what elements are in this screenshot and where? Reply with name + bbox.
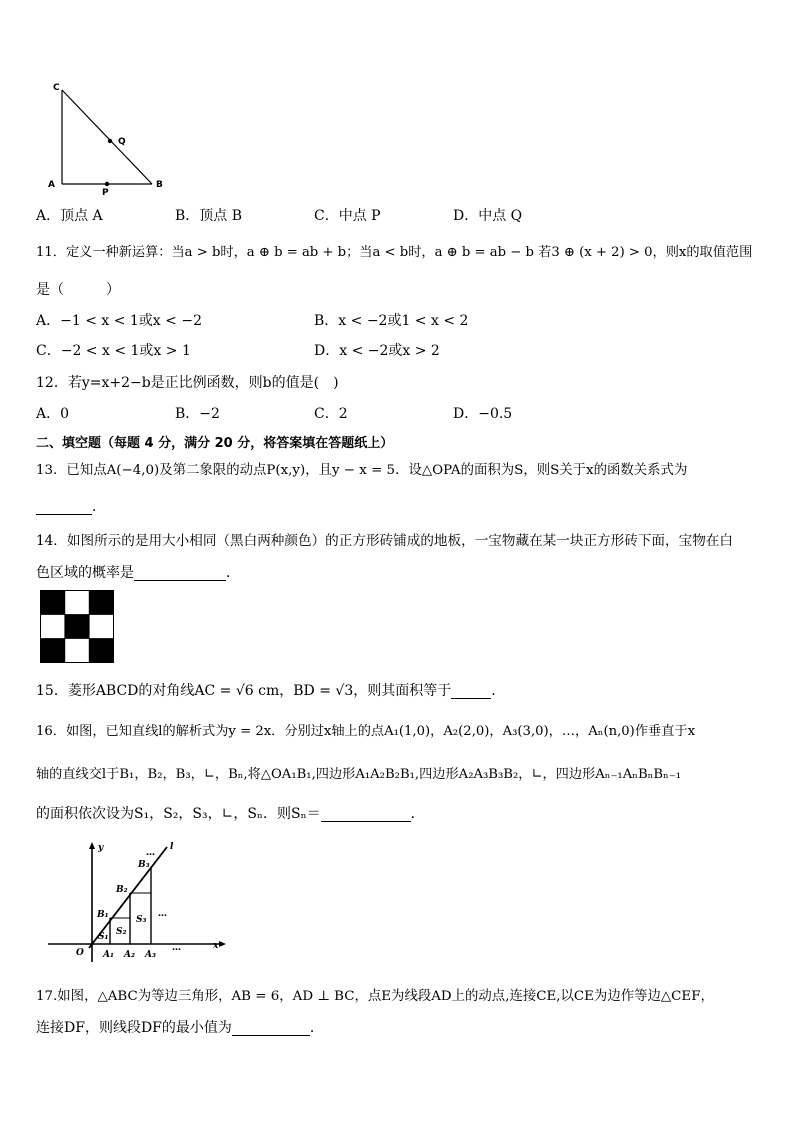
label-s1: S₁	[98, 932, 109, 942]
checkerboard-figure	[40, 590, 116, 664]
q14-stem-line2: 色区域的概率是 ．	[36, 565, 240, 581]
label-dots-axis: …	[172, 943, 181, 953]
black-tile	[89, 639, 113, 663]
label-a2: A₂	[124, 950, 135, 960]
q13-stem-line2: ．	[36, 499, 106, 515]
q10-option-d: D．中点 Q	[453, 208, 523, 224]
q11-option-a: A．−1 < x < 1或x < −2	[36, 313, 202, 329]
point-q	[108, 139, 112, 143]
q11-option-b: B．x < −2或1 < x < 2	[314, 313, 469, 329]
q16-stem-line2: 轴的直线交l于B₁，B₂，B₃，∟，Bₙ,将△OA₁B₁,四边形A₁A₂B₂B₁,四边形A₂A₃B₃B₂，∟，四边形Aₙ₋₁AₙBₙBₙ₋₁	[36, 767, 681, 782]
q11-stem-line1: 11．定义一种新运算：当a > b时，a ⊕ b = ab + b；当a < b时，a ⊕ b = ab − b 若3 ⊕ (x + 2) > 0，则x的取值范围	[36, 245, 753, 260]
black-tile	[41, 639, 65, 663]
label-a1: A₁	[103, 950, 114, 960]
q17-answer-blank[interactable]	[232, 1021, 310, 1036]
label-dots-top: …	[146, 848, 155, 858]
label-o: O	[76, 948, 84, 958]
label-s2: S₂	[116, 927, 127, 937]
q14-answer-blank[interactable]	[134, 566, 226, 581]
black-tile	[89, 591, 113, 615]
q15-stem: 15．菱形ABCD的对角线AC = √6 cm，BD = √3，则其面积等于 .	[36, 683, 496, 699]
label-c: C	[53, 83, 60, 93]
label-b1: B₁	[97, 910, 109, 920]
label-q: Q	[118, 137, 126, 147]
label-l: l	[170, 842, 174, 852]
triangle-figure	[40, 78, 180, 198]
q16-stem-line1: 16．如图，已知直线l的解析式为y = 2x．分别过x轴上的点A₁(1,0)，A₂(2,0)，A₃(3,0)，…，Aₙ(n,0)作垂直于x	[36, 724, 696, 739]
q10-option-c: C．中点 P	[314, 208, 381, 224]
label-s3: S₃	[136, 915, 147, 925]
black-tile	[41, 591, 65, 615]
q11-option-d: D．x < −2或x > 2	[314, 343, 440, 359]
label-a: A	[48, 180, 55, 190]
q12-option-d: D．−0.5	[453, 406, 513, 422]
q16-stem-line3: 的面积依次设为S₁，S₂，S₃，∟，Sₙ．则Sₙ＝ ．	[36, 806, 425, 822]
q12-option-c: C．2	[314, 406, 348, 422]
label-b2: B₂	[116, 885, 128, 895]
q10-option-b: B．顶点 B	[175, 208, 243, 224]
q16-answer-blank[interactable]	[321, 807, 411, 822]
q14-stem-line1: 14．如图所示的是用大小相同（黑白两种颜色）的正方形砖铺成的地板，一宝物藏在某一块正方形砖下面，宝物在白	[36, 533, 733, 549]
q10-option-a: A．顶点 A	[36, 208, 103, 224]
q12-option-b: B．−2	[175, 406, 220, 422]
q12-option-a: A．0	[36, 406, 70, 422]
label-x: x	[213, 941, 219, 951]
label-p: P	[102, 188, 109, 198]
label-y: y	[98, 843, 104, 853]
label-a3: A₃	[145, 950, 156, 960]
section2-heading: 二、填空题（每题 4 分，满分 20 分，将答案填在答题纸上）	[36, 436, 394, 451]
label-dots-mid: …	[158, 909, 167, 919]
q17-stem-line2: 连接DF，则线段DF的最小值为 ．	[36, 1020, 324, 1036]
black-tile	[65, 615, 89, 639]
q13-answer-blank[interactable]	[36, 500, 92, 515]
q11-option-c: C．−2 < x < 1或x > 1	[36, 343, 191, 359]
point-p	[105, 182, 109, 186]
line-graph-figure	[40, 838, 240, 964]
q13-stem-line1: 13．已知点A(−4,0)及第二象限的动点P(x,y)，且y − x = 5．设△OPA的面积为S，则S关于x的函数关系式为	[36, 463, 688, 478]
q17-stem-line1: 17.如图，△ABC为等边三角形，AB = 6，AD ⊥ BC，点E为线段AD上的动点,连接CE,以CE为边作等边△CEF，	[36, 989, 714, 1004]
q12-stem: 12．若y=x+2−b是正比例函数，则b的值是( )	[36, 375, 339, 391]
label-b3: B₃	[138, 860, 150, 870]
q11-stem-line2: 是（ ）	[36, 282, 120, 298]
label-b: B	[156, 180, 163, 190]
q15-answer-blank[interactable]	[451, 684, 491, 699]
